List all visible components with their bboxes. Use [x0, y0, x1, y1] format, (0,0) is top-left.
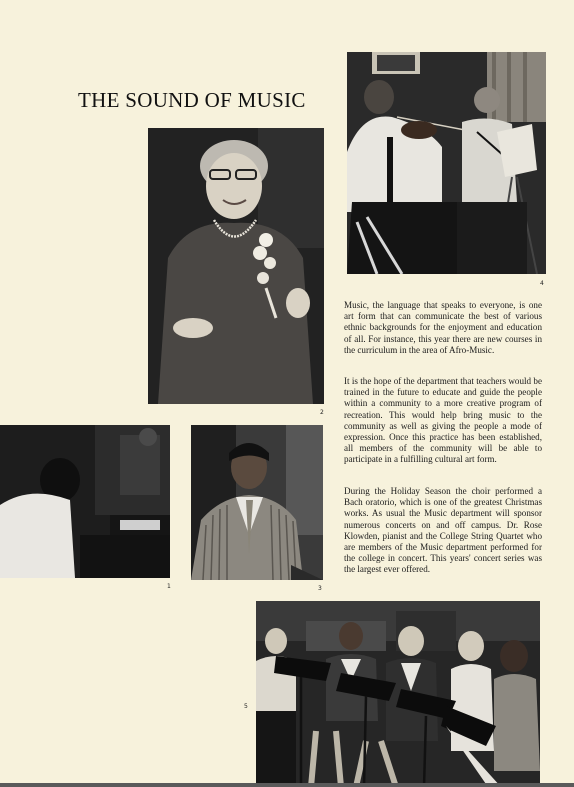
- article-paragraph-2: It is the hope of the department that teachers would be trained in the future to educate and guide the people within a community to a more creative program of recreation. This would help bring music to the community as well as giving the people a mode of expression. Once this practice has been established, all members of the community will be able to participate in a fulfilling cultural art form.: [344, 376, 542, 465]
- article-paragraph-3: During the Holiday Season the choir performed a Bach oratorio, which is one of the greatest Christmas works. As usual the Music department will sponsor numerous concerts on and off campus. Dr. Rose Klowden, pianist and the College String Quartet who are members of the Music department performed for the college in concert. This years' concert series was the largest ever offered.: [344, 486, 542, 575]
- photo-number-1: 1: [167, 583, 171, 590]
- photo-number-2: 2: [320, 409, 324, 416]
- page-title: THE SOUND OF MUSIC: [78, 88, 306, 112]
- photo-choir-group: [256, 601, 540, 787]
- photo-number-3: 3: [318, 585, 322, 592]
- photo-number-5: 5: [244, 703, 248, 710]
- photo-string-players: [347, 52, 546, 274]
- photo-man-striped-jacket: [191, 425, 323, 580]
- photo-number-4: 4: [540, 280, 544, 287]
- page-bottom-edge: [0, 783, 574, 787]
- article-paragraph-1: Music, the language that speaks to everyone, is one art form that can communicate the best of various ethnic backgrounds for the enjoyment and education of all. For instance, this year there are new courses in the curriculum in the area of Afro-Music.: [344, 300, 542, 355]
- photo-woman-portrait: [148, 128, 324, 404]
- photo-student-piano: [0, 425, 170, 578]
